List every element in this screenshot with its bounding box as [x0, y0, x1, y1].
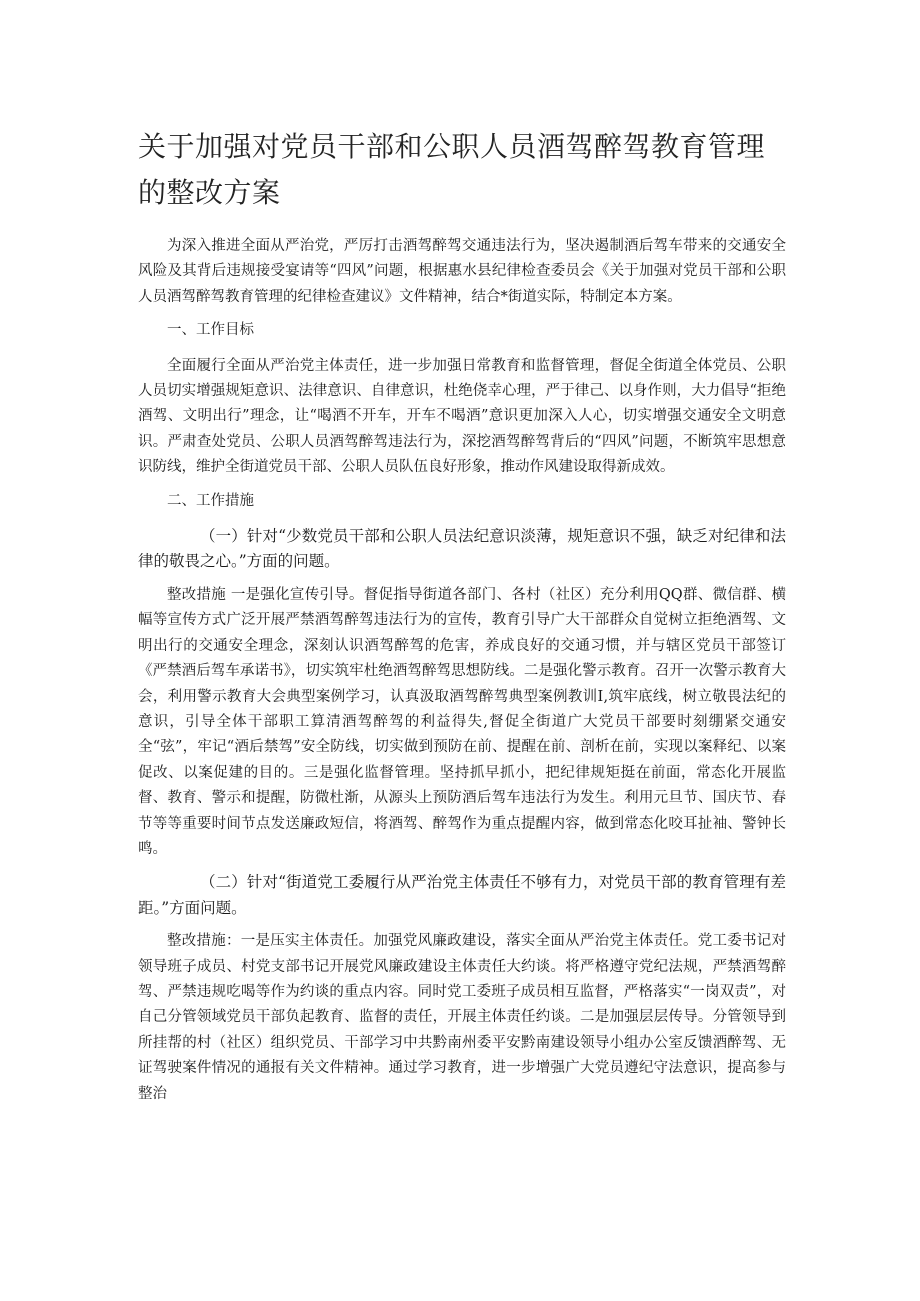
intro-paragraph: 为深入推进全面从严治党，严厉打击酒驾醉驾交通违法行为，坚决遏制酒后驾车带来的交通安全风险及其背后违规接受宴请等“四风”问题，根据惠水县纪律检查委员会《关于加强对党员干部和公职人员酒驾醉驾教育管理的纪律检查建议》文件精神，结合*街道实际，特制定本方案。 [138, 238, 786, 305]
measure-item-1-paragraph: 整改措施 一是强化宣传引导。督促指导街道各部门、各村（社区）充分利用QQ群、微信群、横幅等宣传方式广泛开展严禁酒驾醉驾违法行为的宣传，教育引导广大干部群众自觉树立拒绝酒驾、文明出行的交通安全理念，深刻认识酒驾醉驾的危害，养成良好的交通习惯，并与辖区党员干部签订《严禁酒后驾车承诺书》，切实筑牢杜绝酒驾醉驾思想防线。二是强化警示教育。召开一次警示教育大会，利用警示教育大会典型案例学习，认真汲取酒驾醉驾典型案例教训Ⅰ,筑牢底线，树立敬畏法纪的意识，引导全体干部职工算清酒驾醉驾的利益得失,督促全街道广大党员干部要时刻绷紧交通安全“弦”，牢记“酒后禁驾”安全防线，切实做到预防在前、提醒在前、剖析在前，实现以案释纪、以案促改、以案促建的目的。三是强化监督管理。坚持抓早抓小，把纪律规矩挺在前面，常态化开展监督、教育、警示和提醒，防微杜渐，从源头上预防酒后驾车违法行为发生。利用元旦节、国庆节、春节等等重要时间节点发送廉政短信，将酒驾、醉驾作为重点提醒内容，做到常态化咬耳扯袖、警钟长鸣。 [138, 586, 786, 857]
document-body [138, 234, 786, 1115]
goals-paragraph: 全面履行全面从严治党主体责任，进一步加强日常教育和监督管理，督促全街道全体党员、公职人员切实增强规矩意识、法律意识、自律意识，杜绝侥幸心理，严于律己、以身作则，大力倡导“拒绝酒驾、文明出行”理念，让“喝酒不开车，开车不喝酒”意识更加深入人心，切实增强交通安全文明意识。严肃查处党员、公职人员酒驾醉驾违法行为，深挖酒驾醉驾背后的“四风”问题，不断筑牢思想意识防线，维护全街道党员干部、公职人员队伍良好形象，推动作风建设取得新成效。 [138, 357, 786, 476]
measure-item-2-paragraph: 整改措施：一是压实主体责任。加强党风廉政建设，落实全面从严治党主体责任。党工委书记对领导班子成员、村党支部书记开展党风廉政建设主体责任大约谈。将严格遵守党纪法规，严禁酒驾醉驾、严禁违规吃喝等作为约谈的重点内容。同时党工委班子成员相互监督，严格落实“一岗双责”，对自己分管领域党员干部负起教育、监督的责任，开展主体责任约谈。二是加强层层传导。分管领导到所挂帮的村（社区）组织党员、干部学习中共黔南州委平安黔南建设领导小组办公室反馈酒醉驾、无证驾驶案件情况的通报有关文件精神。通过学习教育，进一步增强广大党员遵纪守法意识，提高参与整治 [138, 933, 786, 1102]
document-title: 关于加强对党员干部和公职人员酒驾醉驾教育管理的整改方案 [138, 130, 766, 209]
section-heading-goals: 一、工作目标 [167, 322, 254, 339]
measure-item-1-heading: （一）针对“少数党员干部和公职人员法纪意识淡薄，规矩意识不强，缺乏对纪律和法律的敬畏之心。”方面的问题。 [138, 527, 786, 571]
measure-item-2-heading: （二）针对“街道党工委履行从严治党主体责任不够有力，对党员干部的教育管理有差距。”方面问题。 [138, 873, 786, 917]
section-heading-measures: 二、工作措施 [167, 492, 254, 509]
